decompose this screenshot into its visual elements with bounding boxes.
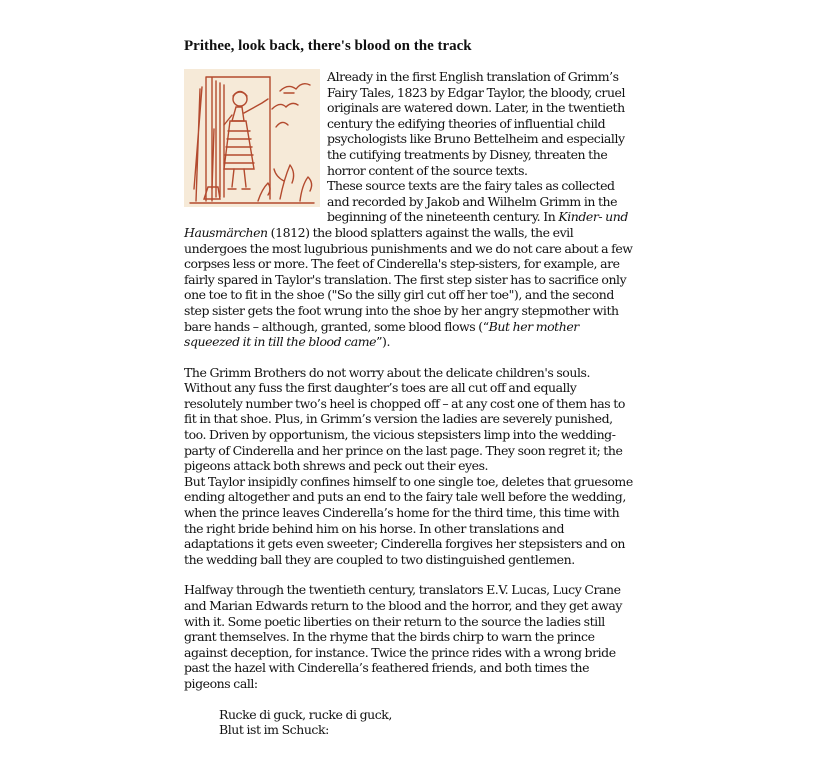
article-title: Prithee, look back, there's blood on the track <box>184 38 472 54</box>
paragraph-1b-part1: These source texts are the fairy tales as collected and recorded by Jakob and Wilhelm Grimm in the beginning of the nineteenth century. In <box>327 178 618 225</box>
paragraph-gap <box>184 567 636 582</box>
quote-italic: But her mother squeezed it in till the blood came <box>184 318 579 350</box>
paragraph-3: Halfway through the twentieth century, translators E.V. Lucas, Lucy Crane and Marian Edwards return to the blood and the horror, and they get away with it. Some poetic liberties on their return to the source the ladies still grant themselves. In the rhyme that the birds chirp to warn the prince against deception, for instance. Twice the prince rides with a wrong bride past the hazel with Cinderella’s feathered friends, and both times the pigeons call: <box>184 582 622 691</box>
paragraph-gap <box>184 350 636 365</box>
paragraph-1b-part3: ”). <box>376 334 390 350</box>
paragraph-gap <box>184 692 636 707</box>
paragraph-2a: The Grimm Brothers do not worry about the delicate children's souls. Without any fuss the first daughter’s toes are all cut off and equally resolutely number two’s heel is chopped off – at any cost one of them has to fit in that shoe. Plus, in Grimm’s version the ladies are severely punished, too. Driven by opportunism, the vicious stepsisters limp into the wedding-party of Cinderella and her prince on the last page. They soon regret it; the pigeons attack both shrews and peck out their eyes. <box>184 364 625 474</box>
article-column <box>184 38 636 738</box>
book-title-italic: Kinder- und Hausmärchen <box>184 209 628 240</box>
paragraph-2b: But Taylor insipidly confines himself to one single toe, deletes that gruesome ending altogether and puts an end to the fairy tale well before the wedding, when the prince leaves Cinderella’s home for the third time, this time with the right bride behind him on his horse. In other translations and adaptations it gets even sweeter; Cinderella forgives her stepsisters and on the wedding ball they are coupled to two distinguished gentlemen. <box>184 473 633 567</box>
paragraph-1b-part2: (1812) the blood splatters against the walls, the evil undergoes the most lugubrious punishments and we do not care about a few corpses less or more. The feet of Cinderella's step-sisters, for example, are fairly spared in Taylor's translation. The first step sister has to sacrifice only one toe to fit in the shoe ("So the silly girl cut off her toe"), and the second step sister gets the foot wrung into the shoe by her angry stepmother with bare hands – although, granted, some blood flows (“ <box>184 224 633 334</box>
verse-line-2: Blut ist im Schuck: <box>219 722 329 738</box>
verse-line-1: Rucke di guck, rucke di guck, <box>219 706 392 722</box>
paragraph-1a: Already in the first English translation of Grimm’s Fairy Tales, 1823 by Edgar Taylor, the bloody, cruel originals are watered down. Later, in the twentieth century the edifying theories of influential child psychologists like Bruno Bettelheim and especially the cutifying treatments by Disney, threaten the horror content of the source texts. <box>327 69 626 178</box>
cinderella-woodcut-illustration-icon <box>184 69 320 207</box>
article-body <box>184 69 636 738</box>
